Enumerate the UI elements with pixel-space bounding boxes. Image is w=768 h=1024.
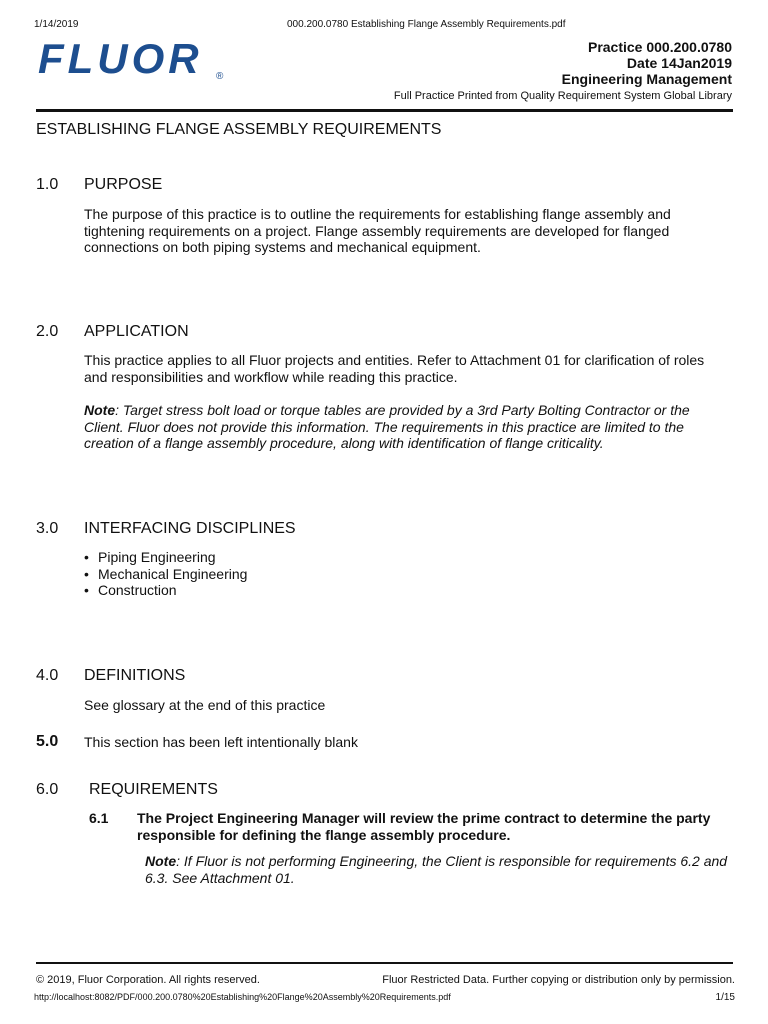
- section-6-number: 6.0: [36, 781, 59, 798]
- print-url: http://localhost:8082/PDF/000.200.0780%20Establishing%20Flange%20Assembly%20Requirements.pdf: [34, 992, 451, 1002]
- section-5-number: 5.0: [36, 733, 59, 750]
- list-item: • Construction: [84, 582, 247, 599]
- section-2-note: [84, 402, 724, 452]
- practice-date: Date 14Jan2019: [626, 55, 732, 71]
- subsection-6-1-number: 6.1: [89, 810, 109, 826]
- copyright: © 2019, Fluor Corporation. All rights reserved.: [36, 974, 260, 986]
- section-2-body: This practice applies to all Fluor projects and entities. Refer to Attachment 01 for clarification of roles and responsibilities and workflow while reading this practice.: [84, 352, 705, 385]
- section-5-body: This section has been left intentionally blank: [84, 734, 358, 750]
- section-4-title: DEFINITIONS: [84, 667, 186, 684]
- registered-mark: ®: [216, 71, 224, 82]
- footer-rule: [36, 962, 733, 964]
- print-title: 000.200.0780 Establishing Flange Assembly Requirements.pdf: [287, 19, 566, 30]
- section-6-title: REQUIREMENTS: [89, 781, 218, 798]
- document-title: ESTABLISHING FLANGE ASSEMBLY REQUIREMENTS: [36, 121, 442, 138]
- section-1-body: The purpose of this practice is to outline the requirements for establishing flange assembly and tightening requirements on a project. Flange assembly requirements are developed for flanged connections on both piping systems and mechanical equipment.: [84, 206, 671, 255]
- department: Engineering Management: [561, 71, 732, 87]
- restricted-notice: Fluor Restricted Data. Further copying or distribution only by permission.: [382, 974, 735, 986]
- note-text: : Target stress bolt load or torque tables are provided by a 3rd Party Bolting Contractor or the Client. Fluor does not provide this information. The requirements in this practice are limited to the creation of a flange assembly procedure, along with identification of flange criticality.: [84, 402, 690, 451]
- fluor-logo: FLUOR: [38, 35, 203, 82]
- section-1-number: 1.0: [36, 176, 59, 193]
- library-note: Full Practice Printed from Quality Requirement System Global Library: [393, 90, 732, 102]
- practice-number: Practice 000.200.0780: [587, 39, 732, 55]
- list-item: • Mechanical Engineering: [84, 566, 247, 583]
- print-date: 1/14/2019: [34, 19, 79, 30]
- note-label: Note: [145, 853, 177, 869]
- section-6-note: [145, 853, 735, 886]
- note-label: Note: [84, 402, 116, 418]
- section-2-title: APPLICATION: [84, 323, 189, 340]
- disciplines-list: [84, 549, 247, 599]
- subsection-6-1-text: The Project Engineering Manager will review the prime contract to determine the party responsible for defining the flange assembly procedure.: [137, 810, 711, 843]
- section-3-title: INTERFACING DISCIPLINES: [84, 520, 296, 537]
- page-number: 1/15: [715, 992, 735, 1003]
- section-4-body: See glossary at the end of this practice: [84, 697, 326, 713]
- header-rule: [36, 109, 733, 112]
- section-2-number: 2.0: [36, 323, 59, 340]
- section-1-title: PURPOSE: [84, 176, 163, 193]
- list-item: • Piping Engineering: [84, 549, 247, 566]
- section-3-number: 3.0: [36, 520, 59, 537]
- section-4-number: 4.0: [36, 667, 59, 684]
- note-text: : If Fluor is not performing Engineering, the Client is responsible for requirements 6.2 and 6.3. See Attachment 01.: [145, 853, 728, 886]
